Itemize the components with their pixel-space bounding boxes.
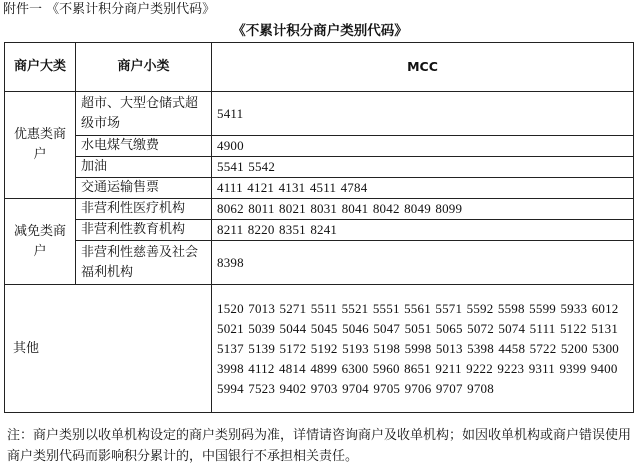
mcc-code: 9222 xyxy=(466,360,493,376)
mcc-code: 5111 xyxy=(529,320,556,336)
mcc-code: 3998 xyxy=(217,360,244,376)
mcc-code: 5960 xyxy=(372,360,400,376)
mcc-code: 9311 xyxy=(528,360,556,376)
table-title: 《不累计积分商户类别代码》 xyxy=(232,23,408,39)
mcc-code: 5139 xyxy=(248,340,276,356)
mcc-code: 9211 xyxy=(435,360,462,376)
mcc-code: 5021 xyxy=(217,320,244,336)
mcc-code: 5074 xyxy=(498,320,526,336)
table-row xyxy=(5,285,634,413)
mcc-code: 5065 xyxy=(435,320,463,336)
column-header-subcategory: 商户小类 xyxy=(76,43,212,92)
mcc-code: 9705 xyxy=(373,380,401,396)
mcc-code: 4899 xyxy=(310,360,338,376)
mcc-code: 5122 xyxy=(559,320,587,336)
mcc-code: 5542 xyxy=(248,159,276,174)
mcc-code: 5998 xyxy=(404,340,432,356)
mcc-code: 5598 xyxy=(497,300,525,316)
mcc-code: 8351 xyxy=(279,222,306,237)
mcc-code: 4121 xyxy=(247,180,275,195)
mcc-code: 7013 xyxy=(248,300,276,316)
mcc-code: 5039 xyxy=(248,320,276,336)
mcc-code: 5599 xyxy=(529,300,556,316)
column-header-mcc: MCC xyxy=(212,43,634,92)
mcc-code: 5046 xyxy=(342,320,369,336)
subcategory-cell: 非营利性慈善及社会福利机构 xyxy=(76,241,212,285)
mcc-code: 5541 xyxy=(217,159,244,174)
mcc-code: 8062 xyxy=(217,201,244,216)
mcc-code: 7523 xyxy=(248,380,276,396)
mcc-code: 9706 xyxy=(404,380,432,396)
mcc-code: 4784 xyxy=(340,180,368,195)
category-cell-preferential: 优惠类商户 xyxy=(5,92,76,199)
mcc-code: 5172 xyxy=(279,340,307,356)
category-cell-exempt: 减免类商户 xyxy=(5,199,76,285)
mcc-code: 8049 xyxy=(404,201,431,216)
mcc-code: 8031 xyxy=(310,201,338,216)
table-row xyxy=(5,220,634,241)
mcc-code: 4814 xyxy=(279,360,306,376)
mcc-code: 4900 xyxy=(217,138,244,153)
mcc-codes-cell xyxy=(212,136,634,157)
column-header-category: 商户大类 xyxy=(5,43,76,92)
subcategory-cell: 非营利性医疗机构 xyxy=(76,199,212,220)
mcc-code: 9223 xyxy=(497,360,525,376)
subcategory-cell: 交通运输售票 xyxy=(76,178,212,199)
mcc-code: 5200 xyxy=(560,340,588,356)
mcc-code: 4112 xyxy=(248,360,275,376)
mcc-code: 8021 xyxy=(279,201,306,216)
table-header-row xyxy=(5,43,634,92)
table-row xyxy=(5,199,634,220)
mcc-code: 5271 xyxy=(279,300,307,316)
subcategory-cell: 加油 xyxy=(76,157,212,178)
mcc-code: 5411 xyxy=(217,105,244,121)
mcc-codes-cell-other xyxy=(212,285,634,413)
table-row xyxy=(5,241,634,285)
mcc-code: 4111 xyxy=(217,180,243,195)
mcc-code: 4131 xyxy=(278,180,306,195)
category-cell-other: 其他 xyxy=(5,285,212,413)
mcc-code: 5722 xyxy=(529,340,557,356)
mcc-code: 5198 xyxy=(373,340,401,356)
mcc-code: 9400 xyxy=(590,360,618,376)
mcc-code: 8099 xyxy=(435,201,463,216)
mcc-code: 5521 xyxy=(341,300,369,316)
mcc-code: 8042 xyxy=(372,201,400,216)
mcc-code: 9703 xyxy=(310,380,338,396)
mcc-code: 5051 xyxy=(404,320,432,336)
table-row xyxy=(5,136,634,157)
mcc-code: 9402 xyxy=(279,380,307,396)
table-row xyxy=(5,157,634,178)
mcc-code: 5571 xyxy=(435,300,463,316)
mcc-code: 5131 xyxy=(591,320,619,336)
mcc-codes-cell xyxy=(212,157,634,178)
mcc-code: 5551 xyxy=(372,300,400,316)
table-row xyxy=(5,92,634,136)
mcc-code: 9707 xyxy=(435,380,463,396)
mcc-code: 9399 xyxy=(559,360,587,376)
mcc-codes-cell xyxy=(212,199,634,220)
subcategory-cell: 水电煤气缴费 xyxy=(76,136,212,157)
mcc-code: 4511 xyxy=(309,180,337,195)
mcc-code: 5013 xyxy=(435,340,463,356)
footnote: 注：商户类别以收单机构设定的商户类别码为准，详情请咨询商户及收单机构；如因收单机构或商户错误使用商户类别代码而影响积分累计的，中国银行不承担相关责任。 xyxy=(7,428,632,464)
mcc-code: 5592 xyxy=(466,300,494,316)
mcc-code: 5072 xyxy=(467,320,494,336)
mcc-code: 5193 xyxy=(342,340,369,356)
mcc-code: 8041 xyxy=(341,201,369,216)
mcc-code: 5398 xyxy=(467,340,494,356)
subcategory-cell: 超市、大型仓储式超级市场 xyxy=(76,92,212,136)
mcc-codes-cell xyxy=(212,92,634,136)
mcc-code: 5300 xyxy=(592,340,619,356)
mcc-code: 8651 xyxy=(404,360,431,376)
mcc-code: 5511 xyxy=(310,300,338,316)
mcc-code: 5045 xyxy=(310,320,338,336)
mcc-code: 5994 xyxy=(217,380,244,396)
mcc-code: 5047 xyxy=(373,320,401,336)
mcc-codes-cell xyxy=(212,241,634,285)
subcategory-cell: 非营利性教育机构 xyxy=(76,220,212,241)
mcc-code: 8211 xyxy=(217,222,244,237)
table-row xyxy=(5,178,634,199)
mcc-codes-cell xyxy=(212,178,634,199)
mcc-code: 8398 xyxy=(217,254,244,270)
mcc-code: 1520 xyxy=(217,300,244,316)
mcc-table xyxy=(4,42,634,413)
mcc-code: 9708 xyxy=(467,380,494,396)
mcc-code: 6300 xyxy=(341,360,369,376)
mcc-code: 9704 xyxy=(342,380,369,396)
mcc-code: 8220 xyxy=(247,222,275,237)
mcc-code: 5192 xyxy=(310,340,338,356)
mcc-code: 5137 xyxy=(217,340,244,356)
mcc-code: 4458 xyxy=(498,340,526,356)
mcc-code: 5933 xyxy=(560,300,588,316)
mcc-code: 5561 xyxy=(404,300,431,316)
mcc-code: 8241 xyxy=(310,222,338,237)
mcc-codes-cell xyxy=(212,220,634,241)
mcc-code: 6012 xyxy=(591,300,619,316)
mcc-code: 5044 xyxy=(279,320,307,336)
mcc-code: 8011 xyxy=(248,201,275,216)
annex-label: 附件一 《不累计积分商户类别代码》 xyxy=(3,2,216,17)
